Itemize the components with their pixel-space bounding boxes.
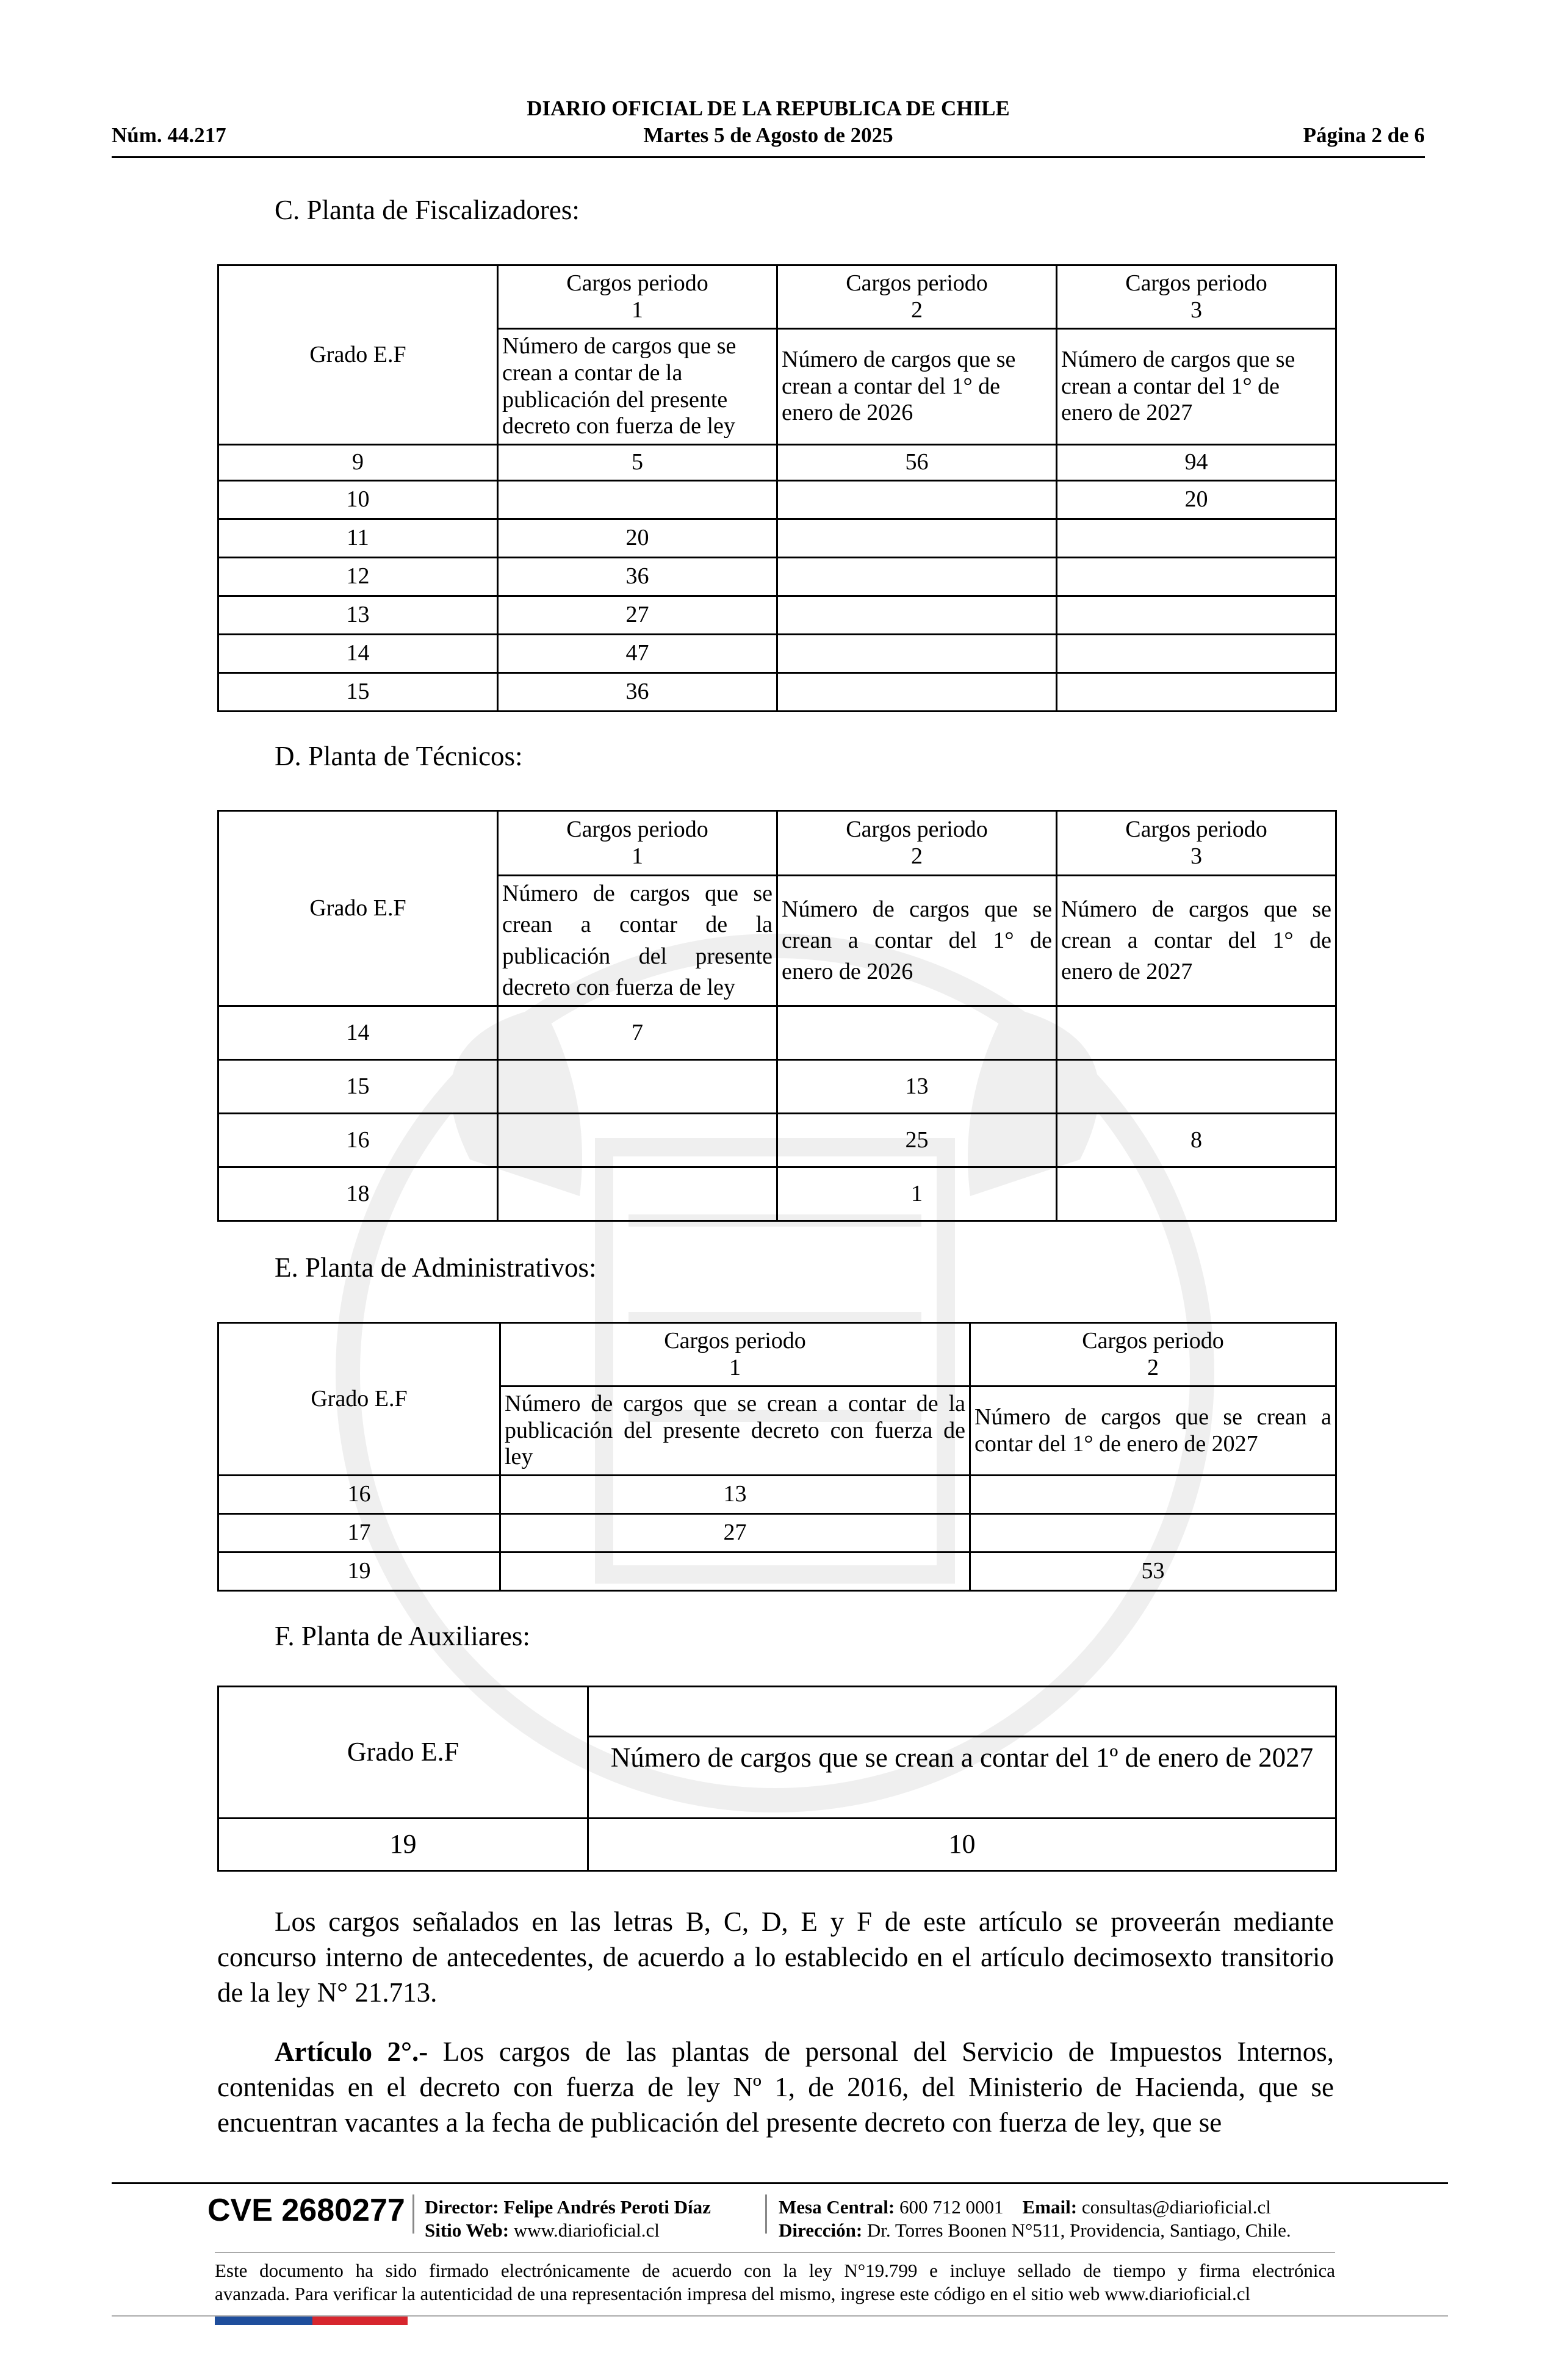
table-row [218, 1476, 1336, 1514]
table-row [218, 1552, 1336, 1591]
table-administrativos [217, 1322, 1337, 1592]
grado-header: Grado E.F [218, 1323, 500, 1476]
site-link[interactable]: www.diarioficial.cl [513, 2220, 660, 2241]
value-cell [498, 481, 777, 519]
value-cell: 13 [500, 1476, 970, 1514]
article-2-paragraph [217, 2034, 1334, 2140]
value-cell [498, 1114, 777, 1167]
grado-header: Grado E.F [218, 1687, 588, 1819]
address: Dr. Torres Boonen N°511, Providencia, Santiago, Chile. [866, 2220, 1291, 2241]
value-cell: 36 [498, 673, 777, 712]
period-header: Cargos periodo 2 [777, 265, 1057, 329]
header-divider [112, 156, 1425, 158]
table-fiscalizadores [217, 264, 1337, 712]
table-row [218, 481, 1336, 519]
flag-stripe-red [312, 2317, 408, 2325]
footer-director-block [425, 2196, 711, 2242]
issue-date: Martes 5 de Agosto de 2025 [643, 123, 893, 147]
table-row [218, 1060, 1336, 1114]
value-cell [1057, 519, 1336, 558]
value-cell [777, 481, 1057, 519]
value-cell [498, 1167, 777, 1221]
value-cell: 36 [498, 558, 777, 596]
footer-note-line1: Este documento ha sido firmado electrónicamente de acuerdo con la ley N°19.799 e incluye sellado de tiempo y firma electrónica [215, 2260, 1335, 2281]
value-cell: 7 [498, 1006, 777, 1060]
grado-cell: 17 [218, 1514, 500, 1552]
director-label: Director: [425, 2196, 499, 2218]
site-label: Sitio Web: [425, 2220, 510, 2241]
page-number: Página 2 de 6 [1303, 123, 1425, 147]
newspaper-title: DIARIO OFICIAL DE LA REPUBLICA DE CHILE [527, 96, 1010, 120]
section-c-title: C. Planta de Fiscalizadores: [275, 195, 580, 225]
value-cell [498, 1060, 777, 1114]
value-cell [1057, 635, 1336, 673]
footer-inner-divider [215, 2252, 1335, 2253]
grado-cell: 9 [218, 445, 498, 481]
table-row [218, 673, 1336, 712]
value-cell: 13 [777, 1060, 1057, 1114]
grado-cell: 14 [218, 635, 498, 673]
period-header: Cargos periodo 1 [500, 1323, 970, 1387]
issue-number: Núm. 44.217 [112, 123, 226, 147]
grado-cell: 13 [218, 596, 498, 635]
table-row [218, 558, 1336, 596]
grado-cell: 19 [218, 1552, 500, 1591]
value-cell: 47 [498, 635, 777, 673]
period-header: Cargos periodo 3 [1057, 265, 1336, 329]
grado-cell: 16 [218, 1476, 500, 1514]
director-name: Felipe Andrés Peroti Díaz [503, 2196, 711, 2218]
grado-header: Grado E.F [218, 811, 498, 1006]
period-header: Cargos periodo 1 [498, 265, 777, 329]
table-row [218, 596, 1336, 635]
period-description: Número de cargos que se crean a contar del 1° de enero de 2026 [777, 329, 1057, 445]
grado-cell: 16 [218, 1114, 498, 1167]
grado-header: Grado E.F [218, 265, 498, 445]
value-cell [970, 1476, 1336, 1514]
section-f-title: F. Planta de Auxiliares: [275, 1621, 530, 1651]
value-cell: 5 [498, 445, 777, 481]
table-row [218, 1514, 1336, 1552]
value-cell [500, 1552, 970, 1591]
value-cell [777, 635, 1057, 673]
period-description: Número de cargos que se crean a contar de la publicación del presente decreto con fuerza de ley [500, 1387, 970, 1476]
table-tecnicos [217, 810, 1337, 1222]
value-cell [1057, 596, 1336, 635]
table-row [218, 1006, 1336, 1060]
period-header: Cargos periodo 1 [498, 811, 777, 876]
grado-cell: 18 [218, 1167, 498, 1221]
footer-separator [765, 2194, 767, 2234]
body-paragraph: Los cargos señalados en las letras B, C, D, E y F de este artículo se proveerán mediante concurso interno de antecedentes, de acuerdo a lo establecido en el artículo decimosexto transitorio de la ley N° 21.713. [217, 1906, 1334, 2008]
footer-separator [412, 2194, 414, 2234]
value-cell: 8 [1057, 1114, 1336, 1167]
empty-header-cell [588, 1687, 1336, 1737]
period-header: Cargos periodo 3 [1057, 811, 1336, 876]
footer-divider [112, 2182, 1448, 2184]
table-row [218, 635, 1336, 673]
period-description: Número de cargos que se crean a contar del 1° de enero de 2026 [777, 876, 1057, 1006]
period-description: Número de cargos que se crean a contar de la publicación del presente decreto con fuerza de ley [498, 876, 777, 1006]
cve-code: CVE 2680277 [207, 2193, 405, 2228]
period-description: Número de cargos que se crean a contar del 1° de enero de 2027 [1057, 329, 1336, 445]
value-cell: 1 [777, 1167, 1057, 1221]
article-text: Los cargos de las plantas de personal del Servicio de Impuestos Internos, contenidas en el decreto con fuerza de ley Nº 1, de 2016, del Ministerio de Hacienda, que se encuentran vacantes a la fecha de publicación del presente decreto con fuerza de ley, que se [217, 2036, 1334, 2138]
address-label: Dirección: [779, 2220, 863, 2241]
value-cell [1057, 1006, 1336, 1060]
article-label: Artículo 2°.- [275, 2036, 428, 2067]
period-header: Cargos periodo 2 [970, 1323, 1336, 1387]
value-cell: 20 [1057, 481, 1336, 519]
section-d-title: D. Planta de Técnicos: [275, 741, 523, 771]
value-cell: 53 [970, 1552, 1336, 1591]
value-cell: 56 [777, 445, 1057, 481]
value-cell [777, 596, 1057, 635]
period-header: Cargos periodo 2 [777, 811, 1057, 876]
grado-cell: 15 [218, 673, 498, 712]
flag-stripe-blue [215, 2317, 312, 2325]
value-cell: 94 [1057, 445, 1336, 481]
value-cell [1057, 1060, 1336, 1114]
footer-note-line2: avanzada. Para verificar la autenticidad de una representación impresa del mismo, ingrese este código en el sitio web www.diarioficial.cl [215, 2283, 1251, 2304]
value-cell: 27 [498, 596, 777, 635]
grado-cell: 15 [218, 1060, 498, 1114]
email-link[interactable]: consultas@diarioficial.cl [1081, 2196, 1271, 2218]
value-cell [970, 1514, 1336, 1552]
value-cell: 25 [777, 1114, 1057, 1167]
grado-cell: 10 [218, 481, 498, 519]
table-auxiliares [217, 1686, 1337, 1872]
table-row [218, 1114, 1336, 1167]
value-cell [777, 519, 1057, 558]
value-cell [1057, 673, 1336, 712]
table-row [218, 1167, 1336, 1221]
value-cell: 27 [500, 1514, 970, 1552]
value-cell: 10 [588, 1819, 1336, 1871]
table-row [218, 519, 1336, 558]
email-label: Email: [1022, 2196, 1078, 2218]
period-description: Número de cargos que se crean a contar de la publicación del presente decreto con fuerza de ley [498, 329, 777, 445]
mesa-phone: 600 712 0001 [899, 2196, 1004, 2218]
grado-cell: 19 [218, 1819, 588, 1871]
mesa-label: Mesa Central: [779, 2196, 895, 2218]
grado-cell: 11 [218, 519, 498, 558]
footer-contact-block [779, 2196, 1291, 2242]
value-cell: 20 [498, 519, 777, 558]
value-cell [1057, 558, 1336, 596]
value-cell [1057, 1167, 1336, 1221]
value-cell [777, 1006, 1057, 1060]
grado-cell: 14 [218, 1006, 498, 1060]
table-row [218, 445, 1336, 481]
page-header [112, 92, 1425, 159]
value-cell [777, 673, 1057, 712]
period-description: Número de cargos que se crean a contar del 1° de enero de 2027 [1057, 876, 1336, 1006]
period-description: Número de cargos que se crean a contar del 1º de enero de 2027 [588, 1737, 1336, 1819]
period-description: Número de cargos que se crean a contar del 1° de enero de 2027 [970, 1387, 1336, 1476]
grado-cell: 12 [218, 558, 498, 596]
section-e-title: E. Planta de Administrativos: [275, 1252, 597, 1283]
table-row [218, 1819, 1336, 1871]
value-cell [777, 558, 1057, 596]
